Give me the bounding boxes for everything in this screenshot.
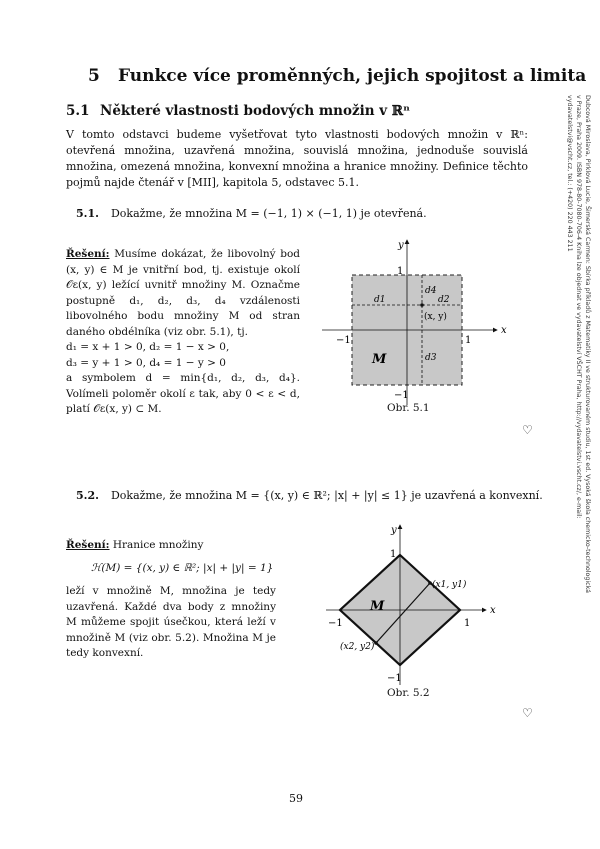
p2-label: (x2, y2)	[340, 642, 375, 652]
tick-x-neg: −1	[328, 618, 343, 629]
tick-x-pos: 1	[465, 335, 472, 346]
d2-label: d2	[438, 295, 450, 305]
set-M-label: M	[372, 352, 387, 367]
figure-5-2-caption: Obr. 5.2	[387, 687, 430, 699]
tick-y-neg: −1	[394, 390, 409, 401]
y-label: y	[398, 240, 404, 251]
tick-x-pos: 1	[464, 618, 471, 629]
subsection-title: 5.1 Některé vlastnosti bodových množin v ℝⁿ	[66, 103, 411, 119]
example-5-2-solution: leží v množině M, množina je tedy uzavřená. Každé dva body z množiny M můžeme spojit úsečkou, která leží v množině M (viz obr. 5.2). Množina M je tedy konvexní.	[66, 585, 276, 659]
x-label: x	[490, 605, 496, 616]
tick-y-neg: −1	[387, 673, 402, 684]
figure-5-1-caption: Obr. 5.1	[387, 402, 430, 414]
d1-label: d1	[374, 295, 386, 305]
x-label: x	[501, 325, 507, 336]
p1-label: (x1, y1)	[432, 580, 467, 590]
qed-symbol-2: ♡	[522, 706, 533, 720]
y-label: y	[391, 525, 397, 536]
point-label: (x, y)	[424, 312, 447, 322]
example-5-1-solution: Řešení: Musíme dokázat, že libovolný bod (x, y) ∈ M je vnitřní bod, tj. existuje okolí 𝒪ε(x, y) ležící uvnitř množiny M. Označme postupně d₁, d₂, d₃, d₄ vzdálenosti libovolného bodu množiny M od stran daného obdélníka (viz obr. 5.1), tj. d₁ = x + 1 > 0, d₂ = 1 − x > 0, d₃ = y + 1 > 0, d₄ = 1 − y > 0 a symbolem d = min{d₁, d₂, d₃, d₄}. Volímeli poloměr okolí ε tak, aby 0 < ε < d, platí 𝒪ε(x, y) ⊂ M.	[66, 248, 300, 415]
example-5-2-solution-intro: Řešení: Hranice množiny	[66, 539, 204, 551]
section-title: 5 Funkce více proměnných, jejich spojitost a limita	[88, 66, 587, 86]
point-2	[374, 641, 378, 645]
d4-label: d4	[425, 286, 437, 296]
example-5-2-statement: 5.2. Dokažme, že množina M = {(x, y) ∈ ℝ²; |x| + |y| ≤ 1} je uzavřená a konvexní.	[76, 489, 543, 502]
tick-x-neg: −1	[336, 335, 351, 346]
example-5-1-statement: 5.1. Dokažme, že množina M = (−1, 1) × (−1, 1) je otevřená.	[76, 207, 427, 220]
qed-symbol-1: ♡	[522, 423, 533, 437]
side-note: Dubcová Miroslava, Pirklová Lucie, Šimerská Carmen: Sbírka příkladů z Matematiky II ve strukturovaném studiu, 1st ed. Vysoká škola chemicko-technologická v Praze, Praha 2009. ISBN 978-80-7080-706-4 Kniha lze objednat ve vydavatelství VŠCHT Praha, http://vydavatelstvi.vscht.cz/, e-mail: vydavatelstvi@vscht.cz, tel.: (+420) 220 443 211	[566, 95, 591, 593]
tick-y-pos: 1	[397, 266, 404, 277]
page-number: 59	[289, 792, 303, 805]
intro-paragraph: V tomto odstavci budeme vyšetřovat tyto vlastnosti bodových množin v ℝⁿ: otevřená množina, uzavřená množina, souvislá množina, jednoduše souvislá množina, omezená množina, konvexní množina a hranice množiny. Definice těchto pojmů najde čtenář v [MII], kapitola 5, odstavec 5.1.	[66, 128, 528, 189]
tick-y-pos: 1	[390, 549, 397, 560]
figure-5-2	[318, 515, 498, 690]
figure-5-1	[312, 230, 512, 410]
set-M-label: M	[370, 599, 385, 614]
boundary-formula: ℋ(M) = {(x, y) ∈ ℝ²; |x| + |y| = 1}	[91, 562, 274, 574]
d3-label: d3	[425, 353, 437, 363]
